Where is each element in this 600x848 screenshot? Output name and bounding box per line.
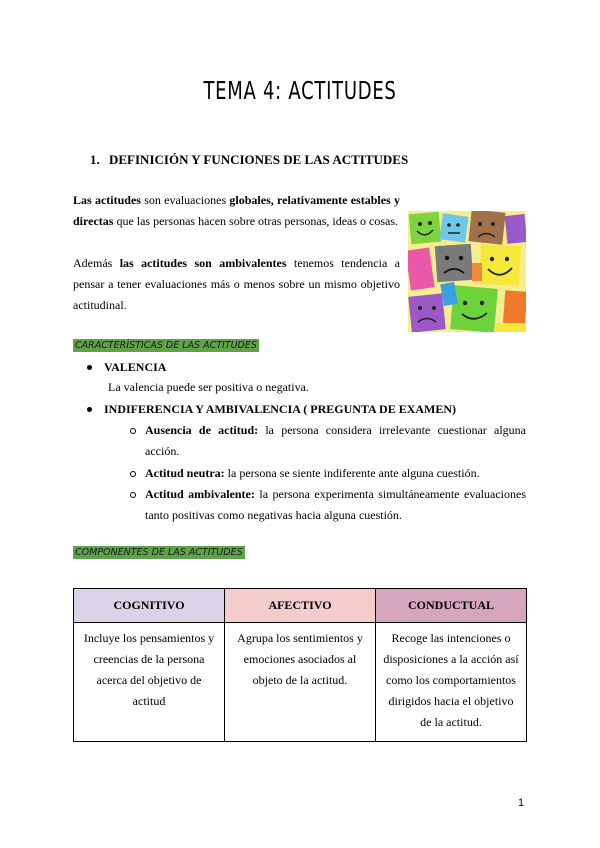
- sub-bullet-term: Actitud ambivalente:: [145, 487, 255, 501]
- characteristics-section-label: CARACTERÍSTICAS DE LAS ACTITUDES: [75, 340, 257, 351]
- text: Además: [73, 256, 120, 270]
- circle-bullet-icon: [130, 492, 136, 498]
- smiley-neutral-blue: [439, 213, 468, 242]
- components-table: [73, 588, 527, 742]
- table-row: [74, 623, 527, 742]
- bullet-label: INDIFERENCIA Y AMBIVALENCIA ( PREGUNTA DE EXAMEN): [104, 402, 457, 416]
- sub-bullet-neutra: [128, 463, 526, 484]
- circle-bullet-icon: [130, 428, 136, 434]
- page-number: 1: [518, 797, 525, 809]
- sub-bullet-text: la persona considera irrelevante cuestionar alguna acción.: [145, 423, 526, 458]
- header-conductual: CONDUCTUAL: [376, 589, 527, 623]
- text: que las personas hacen sobre otras personas, ideas o cosas.: [113, 214, 399, 228]
- smiley-sad-purple: [408, 293, 446, 332]
- smiley-faces-image: [408, 211, 526, 332]
- section-title: DEFINICIÓN Y FUNCIONES DE LAS ACTITUDES: [109, 152, 409, 167]
- bullet-icon: [87, 407, 92, 412]
- cell-cognitivo: Incluye los pensamientos y creencias de la persona acerca del objetivo de actitud: [74, 623, 225, 742]
- cell-afectivo: Agrupa los sentimientos y emociones asociados al objeto de la actitud.: [225, 623, 376, 742]
- section-number: 1.: [90, 152, 100, 167]
- smiley-sad-brown: [468, 211, 505, 245]
- page-title: TEMA 4: ACTITUDES: [203, 76, 397, 105]
- bullet-indiferencia: [87, 402, 456, 417]
- bold-text: Las actitudes: [73, 193, 141, 207]
- definition-paragraph: [73, 190, 400, 232]
- text: tenemos tendencia a pensar a tener evaluaciones más o menos sobre un mismo objetivo actitudinal.: [73, 256, 400, 312]
- sub-bullet-term: Ausencia de actitud:: [145, 423, 259, 437]
- components-section-label: COMPONENTES DE LAS ACTITUDES: [75, 547, 243, 558]
- bold-text: las actitudes son ambivalentes: [119, 256, 287, 270]
- sub-bullet-text: la persona experimenta simultáneamente evaluaciones tanto positivas como negativas hacia alguna cuestión.: [145, 487, 526, 522]
- bullet-valencia: [87, 360, 166, 375]
- sub-bullet-ausencia: [128, 420, 526, 462]
- sub-bullet-text: la persona se siente indiferente ante alguna cuestión.: [224, 466, 480, 480]
- bullet-icon: [87, 365, 92, 370]
- header-afectivo: AFECTIVO: [225, 589, 376, 623]
- smiley-sad-grey: [435, 244, 473, 282]
- section-heading: [90, 152, 408, 168]
- sub-bullet-term: Actitud neutra:: [145, 466, 225, 480]
- table-header-row: [74, 589, 527, 623]
- header-cognitivo: COGNITIVO: [74, 589, 225, 623]
- smiley-happy-yellow: [479, 244, 521, 286]
- circle-bullet-icon: [130, 471, 136, 477]
- text: son evaluaciones: [140, 193, 230, 207]
- smiley-happy-green: [409, 212, 442, 245]
- bullet-description: La valencia puede ser positiva o negativa.: [108, 380, 309, 394]
- cell-conductual: Recoge las intenciones o disposiciones a la acción así como los comportamientos dirigidos hacia el objetivo de la actitud.: [376, 623, 527, 742]
- bullet-label: VALENCIA: [104, 360, 167, 374]
- smiley-happy-green-large: [450, 285, 498, 332]
- bold-text: globales, relativamente estables y directas: [73, 193, 400, 228]
- ambivalence-paragraph: [73, 253, 400, 316]
- sub-bullet-ambivalente: [128, 484, 526, 526]
